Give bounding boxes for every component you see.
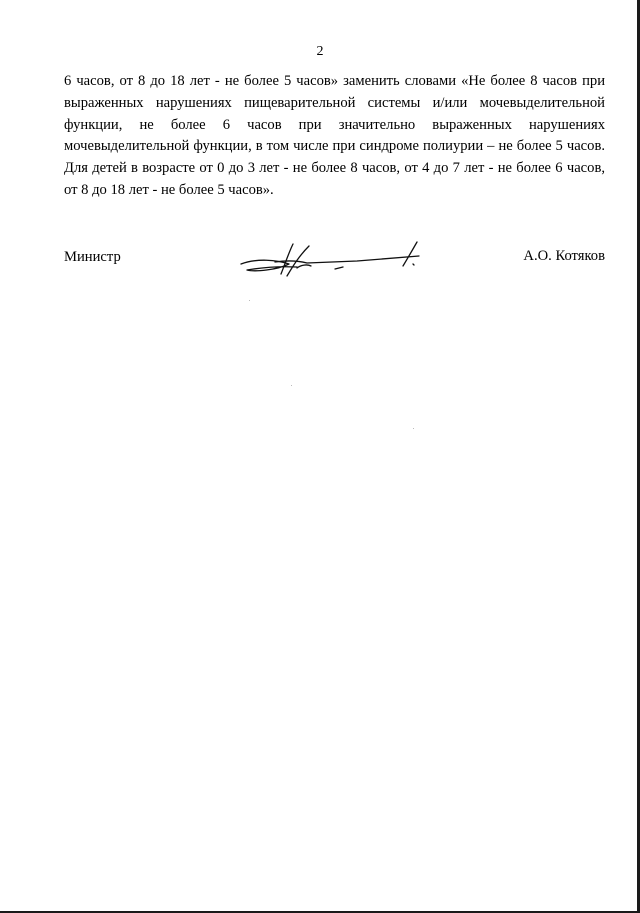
- signature-block: [64, 240, 605, 290]
- paragraph-line: выраженных нарушениях пищеварительной системы и/или мочевыделительной: [64, 94, 605, 111]
- page-number: 2: [316, 44, 324, 59]
- signatory-position: Министр: [64, 249, 121, 265]
- scan-speck: [291, 385, 292, 386]
- paragraph-line: от 8 до 18 лет - не более 5 часов».: [64, 181, 274, 198]
- paragraph-line: 6 часов, от 8 до 18 лет - не более 5 часов» заменить словами «Не более 8 часов при: [64, 73, 605, 89]
- paragraph-line: функции, не более 6 часов при значительно выраженных нарушениях: [64, 116, 605, 133]
- handwritten-signature: [237, 240, 437, 282]
- signatory-name: А.О. Котяков: [523, 248, 605, 264]
- paragraph-line: мочевыделительной функции, в том числе при синдроме полиурии – не более 5 часов.: [64, 138, 605, 155]
- paragraph-line: Для детей в возрасте от 0 до 3 лет - не более 8 часов, от 4 до 7 лет - не более 6 часов,: [64, 160, 605, 177]
- paragraph: [64, 71, 605, 202]
- scan-speck: [249, 300, 250, 301]
- scan-speck: [413, 428, 414, 429]
